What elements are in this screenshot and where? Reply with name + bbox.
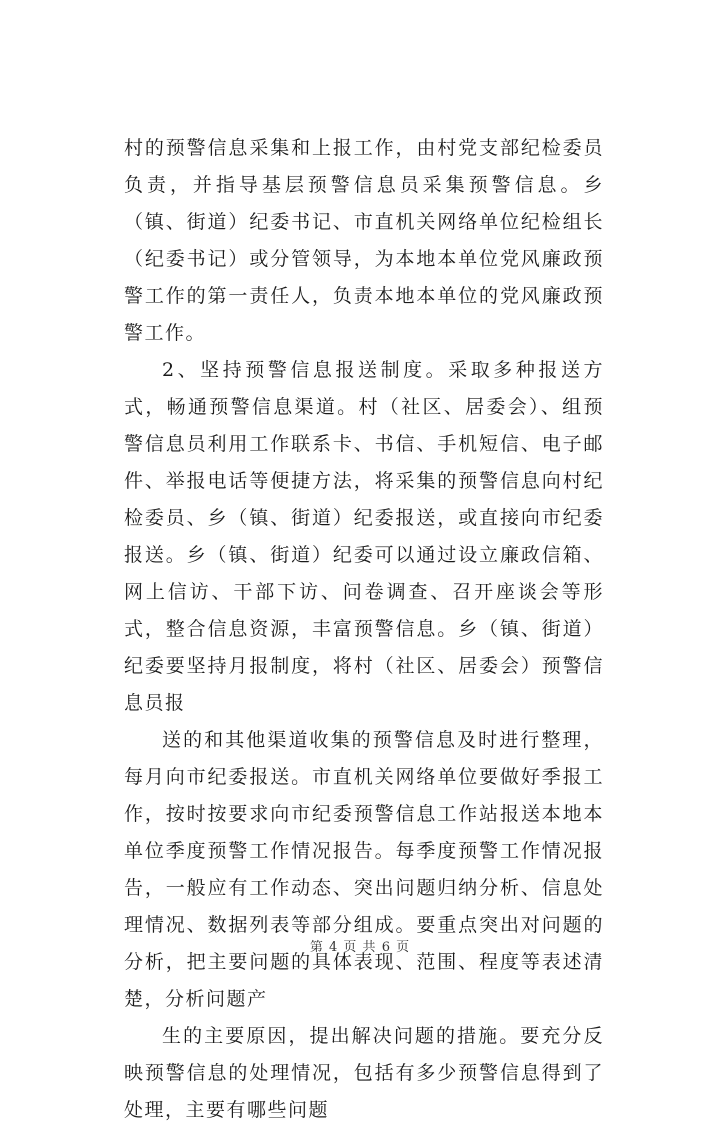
page-number: 第 4 页 共 6 页: [309, 940, 411, 955]
paragraph-4: 生的主要原因，提出解决问题的措施。要充分反映预警信息的处理情况，包括有多少预警信息得到了处理，主要有哪些问题: [124, 1025, 604, 1121]
paragraph-1: 村的预警信息采集和上报工作，由村党支部纪检委员负责，并指导基层预警信息员采集预警信息。乡（镇、街道）纪委书记、市直机关网络单位纪检组长（纪委书记）或分管领导，为本地本单位党风廉政预警工作的第一责任人，负责本地本单位的党风廉政预警工作。: [124, 137, 604, 344]
page-footer: [0, 936, 720, 955]
paragraph-2: 2、坚持预警信息报送制度。采取多种报送方式，畅通预警信息渠道。村（社区、居委会）、组预警信息员利用工作联系卡、书信、手机短信、电子邮件、举报电话等便捷方法，将采集的预警信息向村纪检委员、乡（镇、街道）纪委报送，或直接向市纪委报送。乡（镇、街道）纪委可以通过设立廉政信箱、网上信访、干部下访、问卷调查、召开座谈会等形式，整合信息资源，丰富预警信息。乡（镇、街道）纪委要坚持月报制度，将村（社区、居委会）预警信息员报: [124, 359, 604, 714]
paragraph-3: 送的和其他渠道收集的预警信息及时进行整理，每月向市纪委报送。市直机关网络单位要做好季报工作，按时按要求向市纪委预警信息工作站报送本地本单位季度预警工作情况报告。每季度预警工作情况报告，一般应有工作动态、突出问题归纳分析、信息处理情况、数据列表等部分组成。要重点突出对问题的分析，把主要问题的具体表现、范围、程度等表述清楚，分析问题产: [124, 729, 604, 1010]
document-body: [124, 130, 604, 1129]
